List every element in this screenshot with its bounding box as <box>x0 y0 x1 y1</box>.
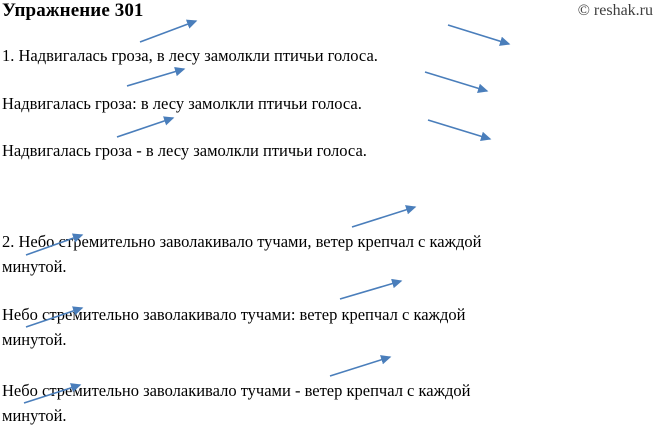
exercise-2-variant-2-line-1: Небо стремительно заволакивало тучами: ветер крепчал с каждой <box>2 305 466 324</box>
document-header <box>0 0 657 26</box>
page-title: Упражнение 301 <box>2 0 144 21</box>
watermark-label: © reshak.ru <box>577 2 653 19</box>
arrow-6 <box>428 120 490 139</box>
exercise-2-variant-3-line-2: минутой. <box>2 406 67 425</box>
exercise-1-variant-3: Надвигалась гроза - в лесу замолкли птичьи голоса. <box>2 141 367 160</box>
arrow-9 <box>340 281 401 299</box>
exercise-1-variant-2: Надвигалась гроза: в лесу замолкли птичьи голоса. <box>2 94 362 113</box>
exercise-2-variant-2-line-2: минутой. <box>2 330 67 349</box>
arrow-7 <box>352 207 415 227</box>
arrow-3 <box>127 69 184 86</box>
arrow-4 <box>425 72 487 91</box>
arrow-5 <box>117 118 173 137</box>
exercise-1-variant-1: 1. Надвигалась гроза, в лесу замолкли птичьи голоса. <box>2 46 378 65</box>
arrow-2 <box>448 25 509 44</box>
exercise-2-variant-1-line-2: минутой. <box>2 257 67 276</box>
arrow-11 <box>330 357 390 376</box>
exercise-2-variant-1-line-1: 2. Небо стремительно заволакивало тучами, ветер крепчал с каждой <box>2 232 482 251</box>
exercise-2-variant-3-line-1: Небо стремительно заволакивало тучами - ветер крепчал с каждой <box>2 381 471 400</box>
